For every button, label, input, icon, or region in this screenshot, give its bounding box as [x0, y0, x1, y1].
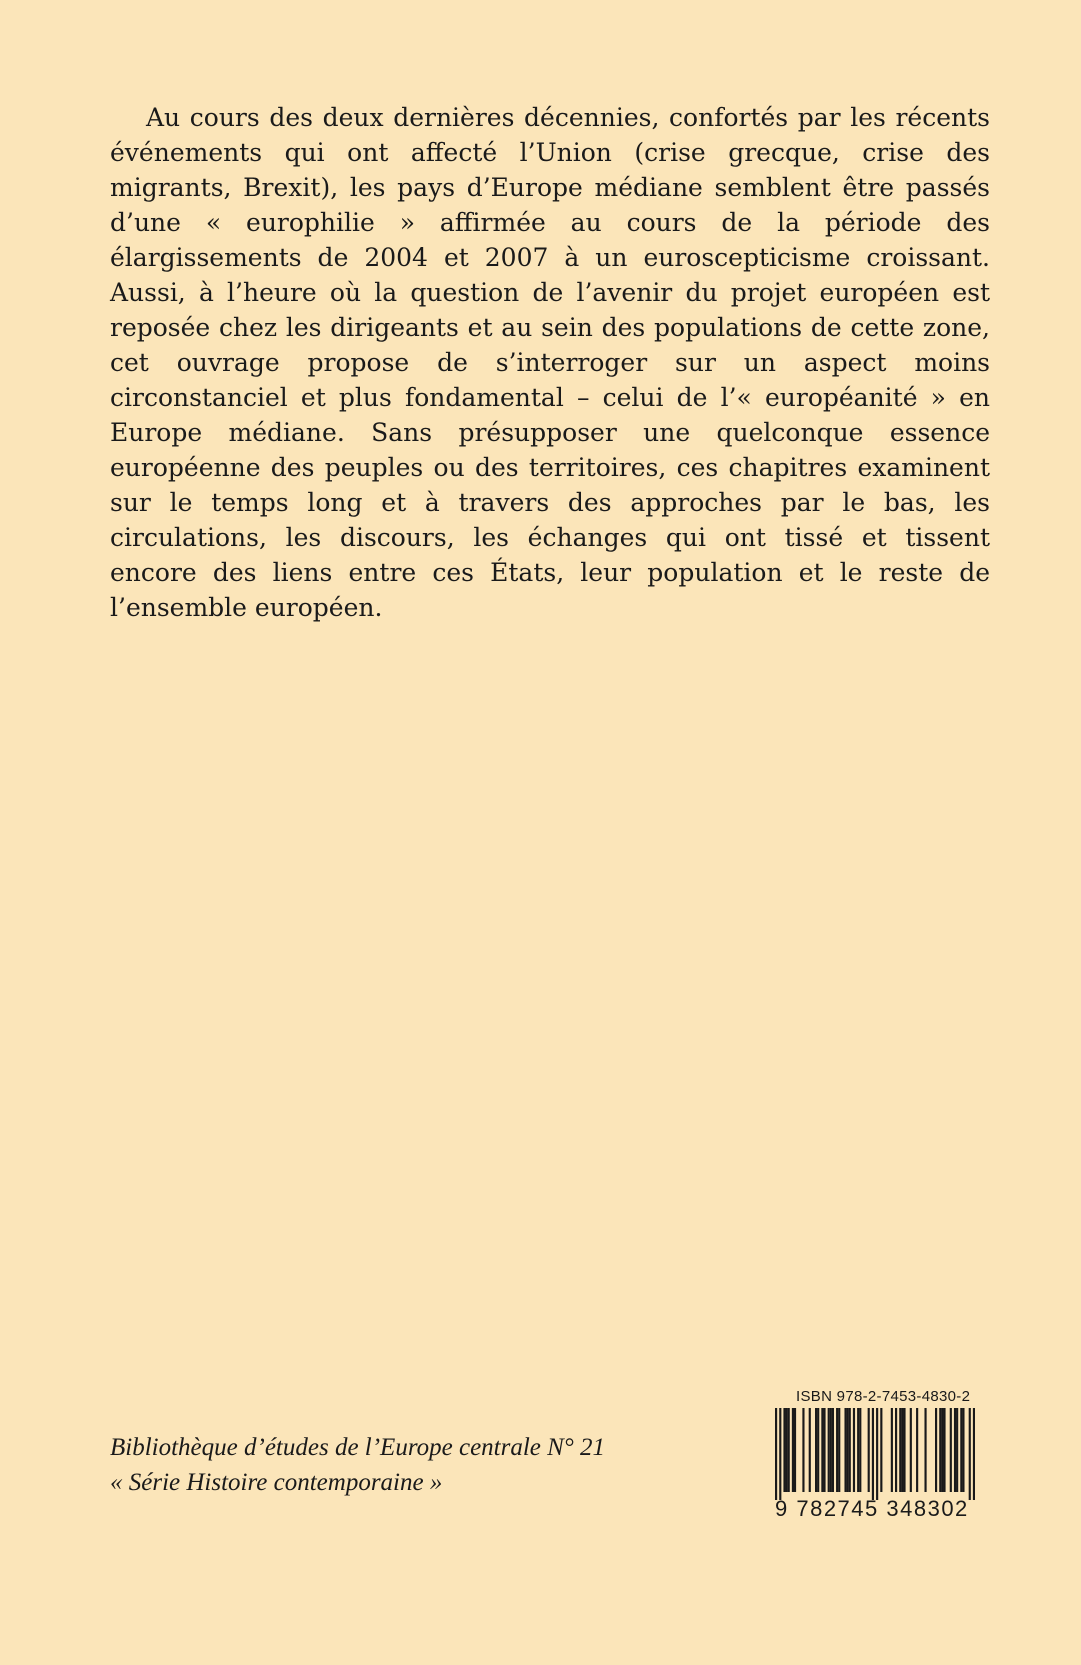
blurb-line: circulations, les discours, les échanges qui ont tissé et tissent [110, 523, 990, 552]
barcode-bar [847, 1408, 849, 1492]
barcode-block [775, 1388, 990, 1520]
back-cover-blurb [110, 100, 990, 625]
blurb-line: élargissements de 2004 et 2007 à un euroscepticisme croissant. [110, 243, 990, 272]
blurb-line: encore des liens entre ces États, leur population et le reste de [110, 558, 990, 587]
barcode-bar [783, 1408, 785, 1492]
barcode-bar [828, 1408, 830, 1492]
blurb-line: circonstanciel et plus fondamental – celui de l’« européanité » en [110, 383, 990, 412]
series-info [110, 1430, 605, 1500]
barcode-bar [779, 1408, 781, 1500]
barcode-bar [809, 1408, 811, 1492]
blurb-line: Au cours des deux dernières décennies, confortés par les récents [146, 103, 990, 132]
barcode-bar [956, 1408, 958, 1492]
barcode-bar [895, 1408, 897, 1492]
series-subseries: « Série Histoire contemporaine » [110, 1469, 443, 1496]
barcode-bar [916, 1408, 918, 1492]
blurb-line: événements qui ont affecté l’Union (crise grecque, crise des [110, 138, 990, 167]
barcode-bar [935, 1408, 937, 1492]
barcode-bar [815, 1408, 817, 1492]
barcode-bar [924, 1408, 926, 1492]
barcode-bar [844, 1408, 846, 1492]
barcode-bar [830, 1408, 832, 1492]
blurb-line: sur le temps long et à travers des approches par le bas, les [110, 488, 990, 517]
blurb-line: d’une « europhilie » affirmée au cours de la période des [110, 208, 990, 237]
blurb-line: migrants, Brexit), les pays d’Europe médiane semblent être passés [110, 173, 990, 202]
blurb-line: européenne des peuples ou des territoires, ces chapitres examinent [110, 453, 990, 482]
barcode-bar [823, 1408, 825, 1492]
barcode-bar [891, 1408, 893, 1492]
barcode-bar [794, 1408, 796, 1492]
barcode-bar [838, 1408, 840, 1492]
barcode-bar [836, 1408, 838, 1492]
barcode-icon [775, 1408, 975, 1500]
barcode-bar [939, 1408, 941, 1492]
barcode-bar [775, 1408, 777, 1500]
barcode-bar [853, 1408, 855, 1492]
barcode-bar [857, 1408, 859, 1492]
barcode-bar [849, 1408, 851, 1492]
barcode-bar [832, 1408, 834, 1492]
blurb-line: Europe médiane. Sans présupposer une quelconque essence [110, 418, 990, 447]
barcode-bar [802, 1408, 804, 1492]
barcode-bar [903, 1408, 905, 1492]
barcode-bar [901, 1408, 903, 1492]
barcode-bar [876, 1408, 878, 1500]
barcode-bar [880, 1408, 882, 1492]
barcode-bar [954, 1408, 956, 1492]
barcode-bar [969, 1408, 971, 1500]
barcode-bar [962, 1408, 964, 1492]
barcode-bar [868, 1408, 870, 1492]
barcode-bar [960, 1408, 962, 1492]
barcode-bar [973, 1408, 975, 1500]
barcode-bar [792, 1408, 794, 1492]
blurb-line: reposée chez les dirigeants et au sein des populations de cette zone, [110, 313, 990, 342]
barcode-bar [910, 1408, 912, 1492]
barcode-bar [817, 1408, 819, 1492]
barcode-bar [899, 1408, 901, 1492]
barcode-bar [943, 1408, 945, 1492]
barcode-bar [950, 1408, 952, 1492]
blurb-line: l’ensemble européen. [110, 593, 383, 622]
blurb-line: Aussi, à l’heure où la question de l’avenir du projet européen est [110, 278, 990, 307]
barcode-bar [788, 1408, 790, 1492]
barcode-bar [786, 1408, 788, 1492]
barcode-bar [859, 1408, 861, 1492]
barcode-bar [941, 1408, 943, 1492]
series-collection: Bibliothèque d’études de l’Europe centrale N° 21 [110, 1434, 606, 1461]
blurb-line: cet ouvrage propose de s’interroger sur un aspect moins [110, 348, 990, 377]
barcode-digits: 9 782745 348302 [775, 1496, 969, 1521]
isbn-label: ISBN 978-2-7453-4830-2 [796, 1388, 971, 1405]
barcode-bar [821, 1408, 823, 1492]
barcode-bar [872, 1408, 874, 1500]
